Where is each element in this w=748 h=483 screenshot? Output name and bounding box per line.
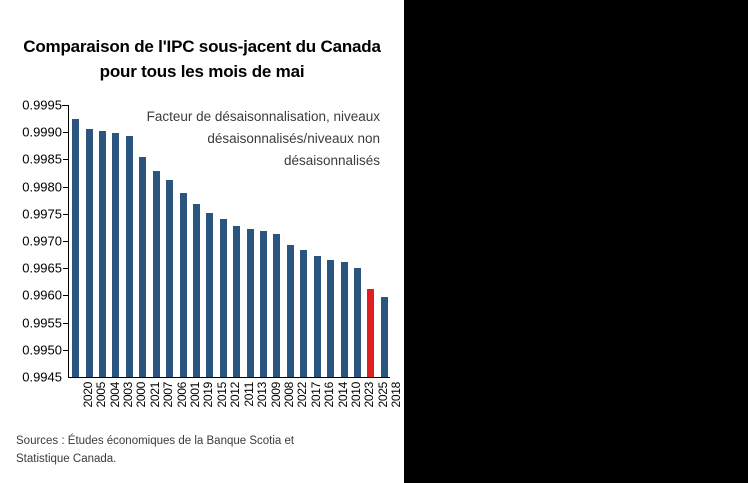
bar [233, 226, 240, 377]
plot-area [22, 97, 390, 385]
y-axis-label: 0.9980 [22, 179, 62, 195]
y-axis-tick [63, 132, 68, 133]
bar [206, 213, 213, 377]
bar [314, 256, 321, 377]
chart-title: Comparaison de l'IPC sous-jacent du Canada pour tous les mois de mai [23, 37, 381, 81]
bar [193, 204, 200, 377]
x-axis-label: 2015 [214, 382, 229, 408]
x-axis-label: 2021 [147, 382, 162, 408]
x-axis-label: 2016 [322, 382, 337, 408]
x-axis-label: 2007 [161, 382, 176, 408]
x-axis-label: 2019 [201, 382, 216, 408]
x-axis-label: 2006 [174, 382, 189, 408]
x-axis-label: 2017 [308, 382, 323, 408]
bar [126, 136, 133, 377]
x-axis-label: 2008 [281, 382, 296, 408]
y-axis-tick [63, 295, 68, 296]
x-axis-label: 2022 [295, 382, 310, 408]
x-axis-label: 2010 [349, 382, 364, 408]
bar [341, 262, 348, 377]
y-axis-tick [63, 241, 68, 242]
x-axis-label: 2001 [188, 382, 203, 408]
bar [287, 245, 294, 377]
y-axis-tick [63, 187, 68, 188]
y-axis-label: 0.9970 [22, 233, 62, 249]
y-axis-label: 0.9995 [22, 97, 62, 113]
bar [381, 297, 388, 378]
bar [273, 234, 280, 377]
y-axis-label: 0.9990 [22, 124, 62, 140]
y-axis-tick [63, 350, 68, 351]
bar [139, 157, 146, 377]
x-axis-label: 2023 [362, 382, 377, 408]
bar [247, 229, 254, 378]
y-axis-label: 0.9955 [22, 315, 62, 331]
sources-note [16, 432, 396, 468]
x-axis-label: 2005 [94, 382, 109, 408]
y-axis-tick [63, 323, 68, 324]
y-axis-label: 0.9945 [22, 369, 62, 385]
x-axis-label: 2011 [241, 382, 256, 407]
y-axis-label: 0.9960 [22, 287, 62, 303]
x-axis-label: 2012 [228, 382, 243, 408]
chart-annotation: Facteur de désaisonnalisation, niveaux désaisonnalisés/niveaux non désaisonnalisés [146, 109, 380, 168]
x-axis-label: 2013 [255, 382, 270, 408]
bar [300, 250, 307, 377]
x-axis-label: 2014 [335, 382, 350, 408]
bar [367, 289, 374, 377]
x-axis-label: 2018 [389, 382, 404, 408]
bar [354, 268, 361, 377]
bar [180, 193, 187, 377]
x-axis-label: 2025 [375, 382, 390, 408]
y-axis-label: 0.9975 [22, 206, 62, 222]
bar [99, 131, 106, 377]
bar [112, 133, 119, 377]
bar [327, 260, 334, 378]
y-axis-label: 0.9965 [22, 260, 62, 276]
bar [166, 180, 173, 377]
y-axis-tick [63, 214, 68, 215]
bar [153, 171, 160, 377]
sources-line-1: Sources : Études économiques de la Banque Scotia et [16, 435, 295, 447]
x-axis-label: 2004 [107, 382, 122, 408]
x-axis-label: 2009 [268, 382, 283, 408]
bar [72, 119, 79, 377]
bar [86, 129, 93, 377]
x-axis-line [68, 377, 390, 378]
y-axis-tick [63, 159, 68, 160]
y-axis-tick [63, 105, 68, 106]
y-axis-label: 0.9950 [22, 342, 62, 358]
sources-line-2: Statistique Canada. [16, 453, 117, 465]
x-axis-label: 2020 [80, 382, 95, 408]
y-axis-tick [63, 268, 68, 269]
bar [220, 219, 227, 377]
x-axis-label: 2003 [120, 382, 135, 408]
bar [260, 231, 267, 377]
x-axis-label: 2000 [134, 382, 149, 408]
y-axis-label: 0.9985 [22, 151, 62, 167]
